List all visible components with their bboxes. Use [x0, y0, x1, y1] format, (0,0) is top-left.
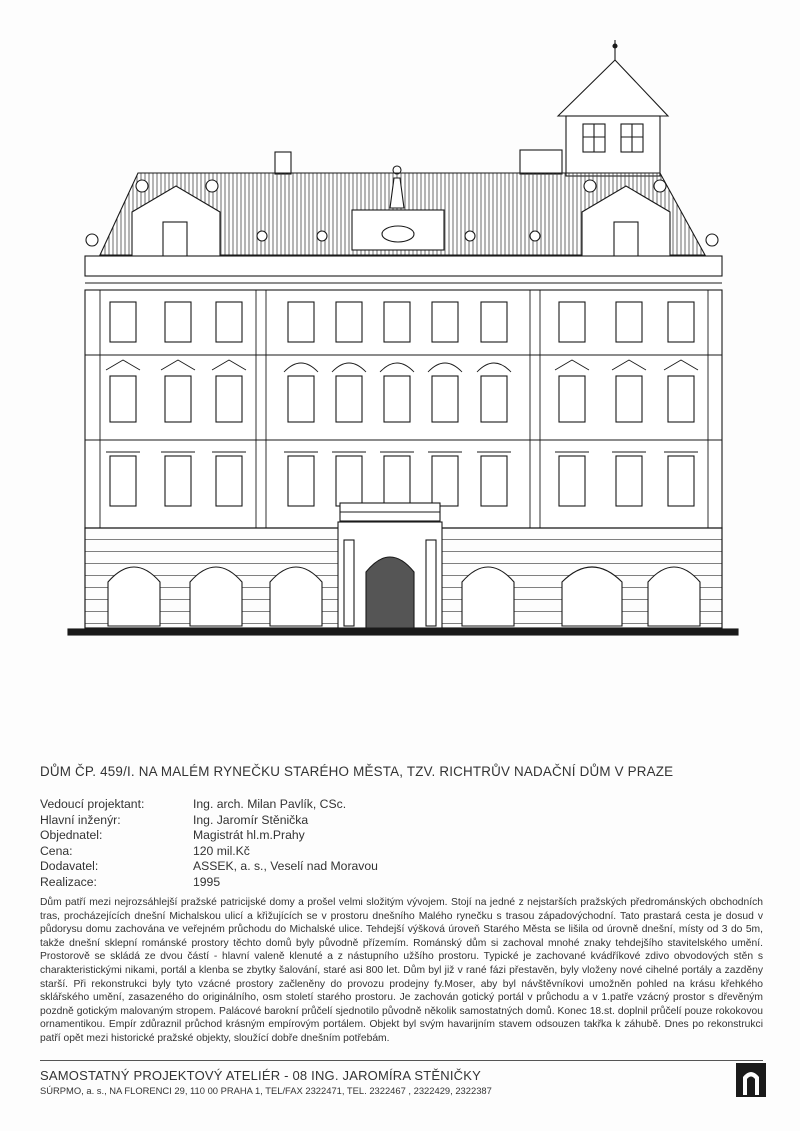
- fact-row: [40, 844, 378, 860]
- fact-label: Dodavatel:: [40, 859, 99, 873]
- fact-label: Cena:: [40, 843, 73, 858]
- portal: [338, 522, 442, 628]
- fact-row: [40, 875, 378, 891]
- fact-row: [40, 813, 378, 829]
- fact-value: Ing. Jaromír Stěnička: [193, 812, 309, 827]
- project-facts: [40, 797, 378, 890]
- fact-row: [40, 859, 378, 875]
- fact-row: [40, 828, 378, 844]
- fact-value: Ing. arch. Milan Pavlík, CSc.: [193, 797, 347, 811]
- footer-address: SÚRPMO, a. s., NA FLORENCI 29, 110 00 PRAHA 1, TEL/FAX 2322471, TEL. 2322467 , 2322429, 2322387: [40, 1085, 492, 1096]
- fact-label: Hlavní inženýr:: [40, 812, 121, 827]
- document-title: DŮM ČP. 459/I. NA MALÉM RYNEČKU STARÉHO MĚSTA, TZV. RICHTRŮV NADAČNÍ DŮM V PRAZE: [40, 764, 674, 779]
- fact-value: 1995: [193, 874, 221, 889]
- fact-value: Magistrát hl.m.Prahy: [193, 828, 305, 842]
- fact-value: ASSEK, a. s., Veselí nad Moravou: [193, 859, 378, 873]
- description-paragraph: Dům patří mezi nejrozsáhlejší pražské patricijské domy a prošel velmi složitým vývojem. Stojí na jedné z nejstarších pražských předrománských obchodních tras, procházejících dnešní Michalskou ulicí a křižujících se v prostoru dnešního Malého rynečku s trasou západovýchodní. Tato prastará cesta je dosud v půdorysu domu zachována ve veřejném průchodu do Michalské ulice. Tehdejší výšková úroveň Starého Města se lišila od úrovně dnešní, místy od 3 do 5m, takže dnešní sklepní románské prostory těchto domů byly původně přízemím. Románský dům si zachoval mnohé znaky tehdejšího stavitelského umění. Prostorově se skládá ze dvou částí - hlavní valeně klenuté a z nástupního užšího prostoru. Typické je zachované kvádříkové zdivo obvodových stěn s charakteristickými nikami, portál a klenba se zbytky šalování, staré asi 800 let. Dům byl již v rané fázi přestavěn, byly vloženy nové cihelné portály a zazděny starší. Při rekonstrukci byly tyto vzácné prostory začleněny do provozu prodejny fy.Moser, aby byl návštěvníkovi umožněn pohled na krásu křehkého sklářského umění, zasazeného do originálního, osm století starého prostoru. Je zachován gotický portál v průchodu a v 1.patře vzácný prostor s dřevěným pozdně gotickým malovaným stropem. Palácové barokní průčelí sjednotilo původně několik samostatných domů. Konec 18.st. doplnil průčelí pouze rokokovou ornamentikou. Empír zdůraznil průchod krásným empírovým portálem. Objekt byl svým havarijním stavem odsouzen takřka k záhubě. Dnes po rekonstrukci patří opět mezi historické pražské objekty, sloužící dobře dnešním potřebám.: [40, 897, 763, 1044]
- corner-tower: [558, 40, 668, 176]
- footer-studio-name: SAMOSTATNÝ PROJEKTOVÝ ATELIÉR - 08 ING. JAROMÍRA STĚNIČKY: [40, 1068, 481, 1083]
- fact-label: Objednatel:: [40, 828, 103, 842]
- fact-label: Realizace:: [40, 874, 97, 889]
- surpmo-logo-icon: [736, 1063, 766, 1097]
- footer-divider: [40, 1060, 763, 1061]
- fact-label: Vedoucí projektant:: [40, 797, 145, 811]
- fact-value: 120 mil.Kč: [193, 843, 250, 858]
- fact-row: [40, 797, 378, 813]
- cornice: [85, 256, 722, 276]
